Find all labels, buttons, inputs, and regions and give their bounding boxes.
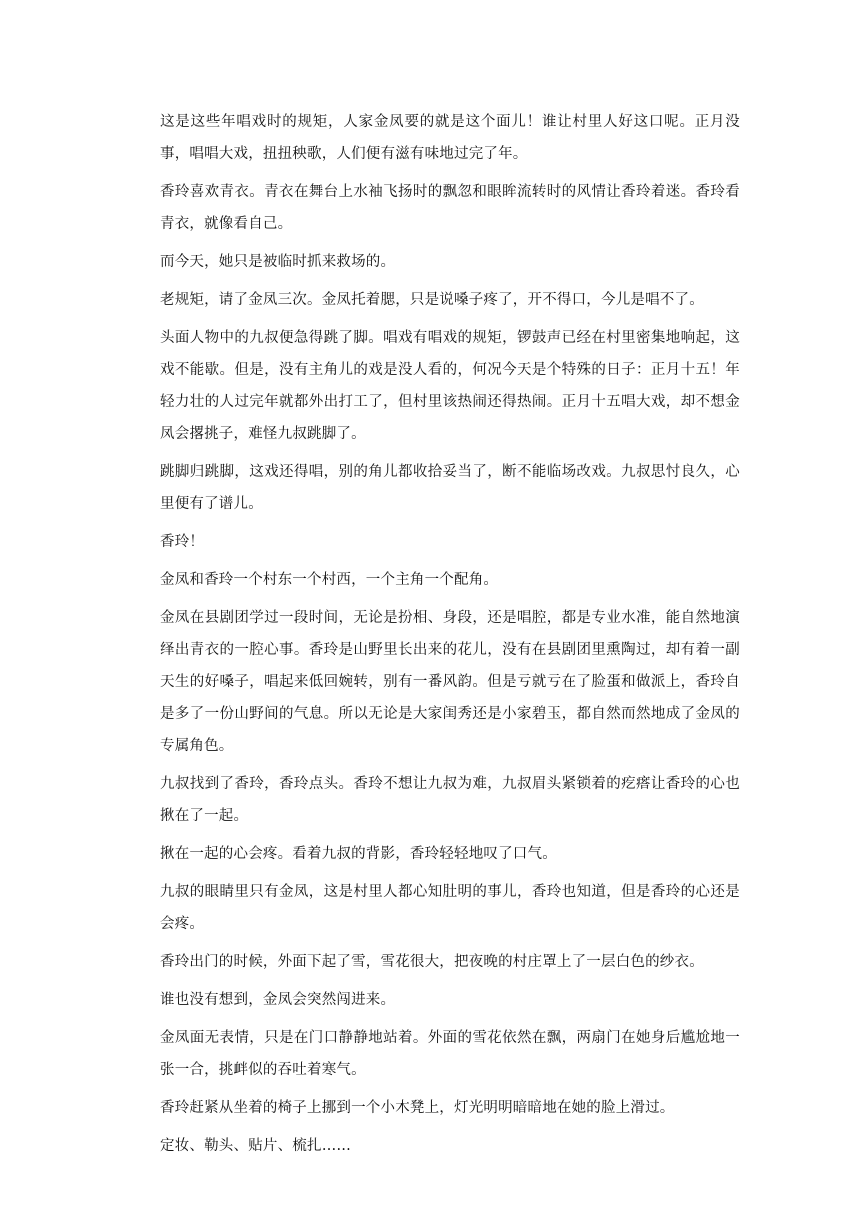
paragraph: 香玲！ — [160, 534, 205, 550]
paragraph: 金凤和香玲一个村东一个村西，一个主角一个配角。 — [160, 572, 499, 588]
paragraph: 谁也没有想到，金凤会突然闯进来。 — [160, 992, 396, 1008]
paragraph: 金凤在县剧团学过一段时间，无论是扮相、身段，还是唱腔，都是专业水准，能自然地演绎出青衣的一腔心事。香玲是山野里长出来的花儿，没有在县剧团里熏陶过，却有着一副天生的好嗓子，唱起来低回婉转，别有一番风韵。但是亏就亏在了脸蛋和做派上，香玲自是多了一份山野间的气息。所以无论是大家闺秀还是小家碧玉，都自然而然地成了金凤的专属角色。 — [160, 610, 740, 754]
paragraph: 头面人物中的九叔便急得跳了脚。唱戏有唱戏的规矩，锣鼓声已经在村里密集地响起，这戏不能歇。但是，没有主角儿的戏是没人看的，何况今天是个特殊的日子：正月十五！年轻力壮的人过完年就都外出打工了，但村里该热闹还得热闹。正月十五唱大戏，却不想金凤会撂挑子，难怪九叔跳脚了。 — [160, 330, 740, 442]
paragraph: 香玲喜欢青衣。青衣在舞台上水袖飞扬时的飘忽和眼眸流转时的风情让香玲着迷。香玲看青衣，就像看自己。 — [160, 184, 740, 232]
paragraph: 香玲出门的时候，外面下起了雪，雪花很大，把夜晚的村庄罩上了一层白色的纱衣。 — [160, 954, 704, 970]
paragraph: 九叔的眼睛里只有金凤，这是村里人都心知肚明的事儿，香玲也知道，但是香玲的心还是会疼。 — [160, 884, 740, 932]
paragraph: 揪在一起的心会疼。看着九叔的背影，香玲轻轻地叹了口气。 — [160, 846, 557, 862]
paragraph: 跳脚归跳脚，这戏还得唱，别的角儿都收拾妥当了，断不能临场改戏。九叔思忖良久，心里便有了谱儿。 — [160, 464, 740, 512]
paragraph: 老规矩，请了金凤三次。金凤托着腮，只是说嗓子疼了，开不得口，今儿是唱不了。 — [160, 292, 704, 308]
paragraph: 定妆、勒头、贴片、梳扎…… — [160, 1138, 352, 1154]
paragraph: 金凤面无表情，只是在门口静静地站着。外面的雪花依然在飘，两扇门在她身后尴尬地一张一合，挑衅似的吞吐着寒气。 — [160, 1030, 740, 1078]
paragraph: 而今天，她只是被临时抓来救场的。 — [160, 254, 396, 270]
paragraph: 这是这些年唱戏时的规矩，人家金凤要的就是这个面儿！谁让村里人好这口呢。正月没事，唱唱大戏，扭扭秧歌，人们便有滋有味地过完了年。 — [160, 114, 740, 162]
paragraph: 香玲赶紧从坐着的椅子上挪到一个小木凳上，灯光明明暗暗地在她的脸上滑过。 — [160, 1100, 675, 1116]
paragraph: 九叔找到了香玲，香玲点头。香玲不想让九叔为难，九叔眉头紧锁着的疙瘩让香玲的心也揪在了一起。 — [160, 776, 740, 824]
document-body — [160, 106, 740, 1168]
